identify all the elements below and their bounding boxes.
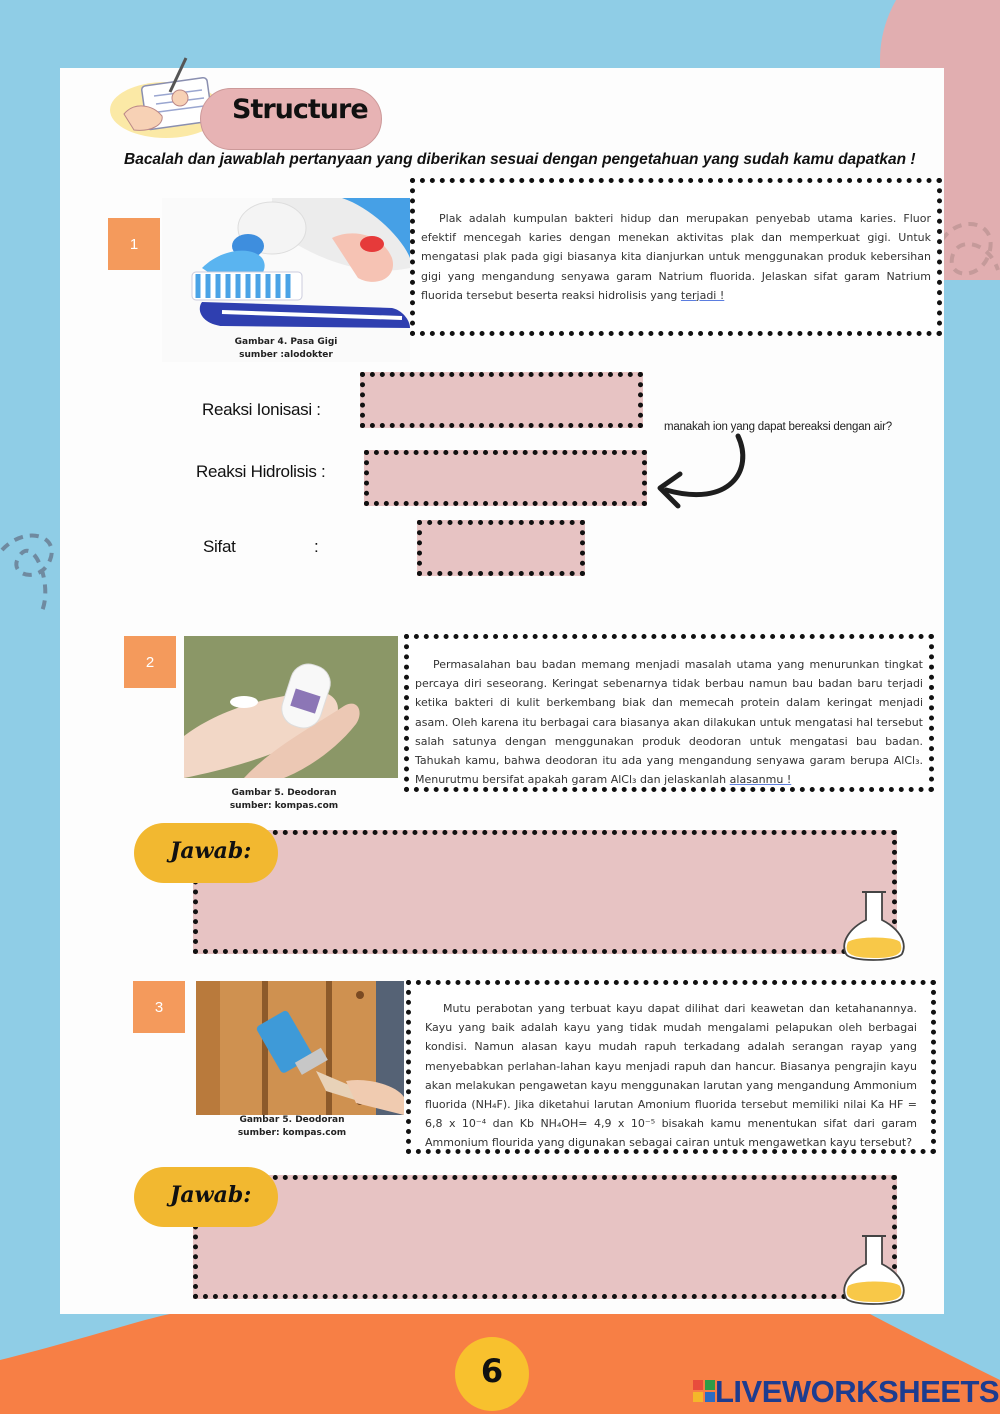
q2-caption-source: sumber: kompas.com bbox=[229, 801, 339, 811]
q3-caption-source: sumber: kompas.com bbox=[237, 1128, 347, 1138]
input-reaksi-hidrolisis[interactable] bbox=[369, 455, 642, 501]
flask-icon bbox=[836, 888, 916, 964]
curved-arrow-icon bbox=[650, 430, 760, 516]
q1-question-box bbox=[410, 178, 942, 336]
deodorant-photo bbox=[184, 636, 398, 778]
input-q2[interactable] bbox=[198, 835, 892, 949]
q3-caption-title: Gambar 5. Deodoran bbox=[239, 1115, 345, 1125]
question-number-1: 1 bbox=[108, 218, 160, 270]
q1-caption-title: Gambar 4. Pasa Gigi bbox=[234, 337, 338, 347]
label-sifat: Sifat bbox=[203, 537, 236, 556]
answer-q2[interactable] bbox=[193, 830, 897, 954]
label-reaksi-ionisasi: Reaksi Ionisasi : bbox=[202, 400, 321, 419]
input-reaksi-ionisasi[interactable] bbox=[365, 377, 638, 423]
flask-icon-2 bbox=[836, 1232, 916, 1308]
q1-caption-source: sumber :alodokter bbox=[239, 350, 333, 360]
q2-question-box bbox=[404, 634, 934, 792]
q2-caption bbox=[210, 787, 358, 813]
answer-reaksi-ionisasi[interactable] bbox=[360, 372, 643, 428]
liveworksheets-logo-icon bbox=[693, 1380, 715, 1404]
input-q3[interactable] bbox=[198, 1180, 892, 1294]
answer-sifat[interactable] bbox=[417, 520, 585, 576]
question-number-2: 2 bbox=[124, 636, 176, 688]
q3-caption bbox=[218, 1114, 366, 1140]
page-number: 6 bbox=[480, 1352, 504, 1390]
dashed-loop-decoration bbox=[938, 210, 1000, 290]
label-reaksi-hidrolisis: Reaksi Hidrolisis : bbox=[196, 462, 326, 481]
q2-question-text: Permasalahan bau badan memang menjadi masalah utama yang menurunkan tingkat percaya diri seseorang. Keringat sebenarnya tidak berbau namun bau badan baru terjadi ketika bakteri di kulit berkembang biak dan memecah protein dalam keringat menjadi asam. Oleh karena itu berbagai cara biasanya akan dilakukan untuk mengatasi hal tersebut salah satunya dengan menggunakan produk deodoran untuk mengatasi bau badan. Tahukah kamu, bahwa deodoran itu ada yang mengandung senyawa garam berupa AlCl₃. Menurutmu bersifat apakah garam AlCl₃ dan jelaskanlah bbox=[415, 658, 923, 787]
q1-caption bbox=[210, 336, 362, 362]
deodorant-image bbox=[184, 636, 398, 778]
dashed-loop-decoration-left bbox=[0, 520, 62, 620]
q2-caption-title: Gambar 5. Deodoran bbox=[231, 788, 337, 798]
q3-question-box bbox=[406, 980, 936, 1154]
q2-question-link: alasanmu ! bbox=[729, 773, 792, 787]
answer-reaksi-hidrolisis[interactable] bbox=[364, 450, 647, 506]
wood-painting-image bbox=[196, 981, 404, 1115]
jawab-label-q2: Jawab: bbox=[170, 838, 252, 864]
question-number-3: 3 bbox=[133, 981, 185, 1033]
input-sifat[interactable] bbox=[422, 525, 580, 571]
wood-painting-photo bbox=[196, 981, 404, 1115]
hint-text: manakah ion yang dapat bereaksi dengan air? bbox=[664, 421, 892, 433]
jawab-label-q3: Jawab: bbox=[170, 1182, 252, 1208]
q1-question-link: terjadi ! bbox=[680, 288, 725, 302]
q1-question-text: Plak adalah kumpulan bakteri hidup dan merupakan penyebab utama karies. Fluor efektif mencegah karies dengan menekan aktivitas plak dan memperkuat gigi. Untuk mengatasi plak pada gigi biasanya kita dianjurkan untuk menggunakan produk kebersihan gigi yang mengandung senyawa garam Natrium fluorida. Jelaskan sifat garam Natrium fluorida tersebut beserta reaksi hidrolisis yang bbox=[421, 212, 931, 302]
liveworksheets-logo[interactable] bbox=[693, 1374, 999, 1410]
q3-question-text: Mutu perabotan yang terbuat kayu dapat dilihat dari keawetan dan ketahanannya. Kayu yang baik adalah kayu yang tidak mudah mengalami pelapukan oleh berbagai kondisi. Namun alasan kayu mudah rapuh terkadang adalah serangan rayap yang menyebabkan perlahan-lahan kayu menjadi rapuh dan hancur. Biasanya pengrajin kayu akan melakukan pengawetan kayu menggunakan larutan yang mengandung Ammonium fluorida (NH₄F). Jika diketahui larutan Amonium fluorida tersebut memiliki nilai Ka HF = 6,8 x 10⁻⁴ dan Kb NH₄OH= 4,9 x 10⁻⁵ bisakah kamu menentukan sifat dari garam Ammonium flourida yang digunakan sebagai cairan untuk mengawetkan kayu tersebut? bbox=[425, 1002, 917, 1150]
answer-q3[interactable] bbox=[193, 1175, 897, 1299]
label-sifat-colon: : bbox=[314, 537, 319, 556]
page-title: Structure bbox=[232, 94, 368, 125]
liveworksheets-logo-text: LIVEWORKSHEETS bbox=[715, 1374, 1000, 1409]
instruction-text: Bacalah dan jawablah pertanyaan yang diberikan sesuai dengan pengetahuan yang sudah kamu dapatkan ! bbox=[124, 151, 916, 168]
